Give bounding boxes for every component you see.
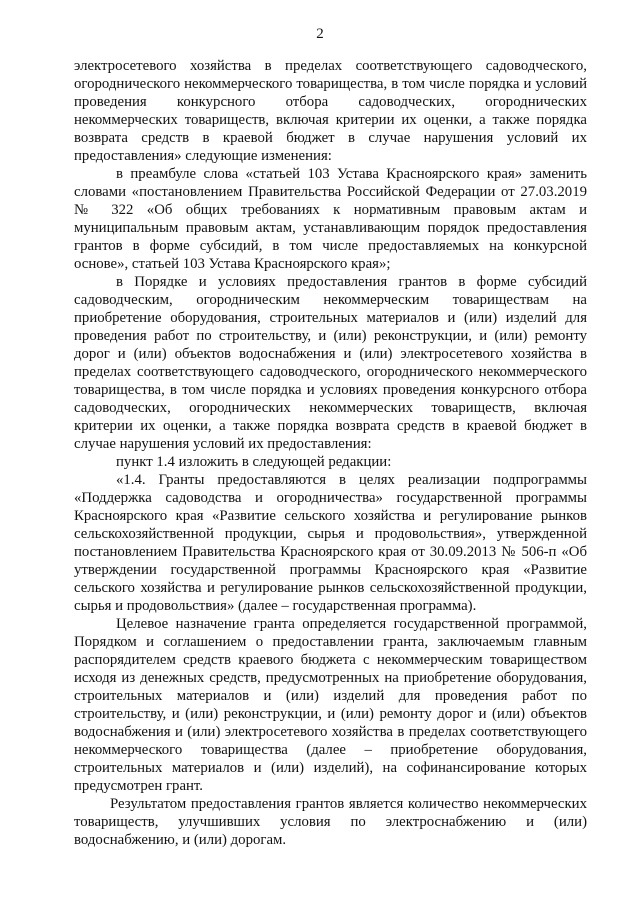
paragraph-preamble-change: в преамбуле слова «статьей 103 Устава Красноярского края» заменить словами «постановлением Правительства Российской Федерации от 27.03.2019 № 322 «Об общих требованиях к нормативным правовым актам и муниципальным правовым актам, устанавливающим порядок предоставления грантов в форме субсидий, в том числе предоставляемых на конкурсной основе», статьей 103 Устава Красноярского края»; xyxy=(74,166,587,272)
paragraph-continuation: электросетевого хозяйства в пределах соответствующего садоводческого, огороднического некоммерческого товарищества, в том числе порядка и условий проведения конкурсного отбора садоводческих, огороднических некоммерческих товариществ, включая критерии их оценки, а также порядка возврата средств в краевой бюджет в случае нарушения условий их предоставления» следующие изменения: xyxy=(74,58,587,164)
paragraph-item-1-4: «1.4. Гранты предоставляются в целях реализации подпрограммы «Поддержка садоводства и огородничества» государственной программы Красноярского края «Развитие сельского хозяйства и регулирование рынков сельскохозяйственной продукции, сырья и продовольствия», утвержденной постановлением Правительства Красноярского края от 30.09.2013 № 506-п «Об утверждении государственной программы Красноярского края «Развитие сельского хозяйства и регулирование рынков сельскохозяйственной продукции, сырья и продовольствия» (далее – государственная программа). xyxy=(74,472,587,614)
paragraph-grant-result: Результатом предоставления грантов является количество некоммерческих товариществ, улучшивших условия по электроснабжению и (или) водоснабжению, и (или) дорогам. xyxy=(74,796,587,848)
document-body xyxy=(74,57,587,849)
paragraph-order-changes: в Порядке и условиях предоставления грантов в форме субсидий садоводческим, огородническим некоммерческим товариществам на приобретение оборудования, строительных материалов и (или) изделий для проведения работ по строительству, и (или) реконструкции, и (или) ремонту дорог и (или) объектов водоснабжения и (или) электросетевого хозяйства в пределах соответствующего садоводческого, огороднического некоммерческого товарищества, в том числе порядка и условиях проведения конкурсного отбора садоводческих, огороднических некоммерческих товариществ, включая критерии их оценки, а также порядка возврата средств в краевой бюджет в случае нарушения условий их предоставления: xyxy=(74,274,587,452)
paragraph-grant-purpose: Целевое назначение гранта определяется государственной программой, Порядком и соглашением о предоставлении гранта, заключаемым главным распорядителем средств краевого бюджета с некоммерческим товариществом исходя из денежных средств, предусмотренных на приобретение оборудования, строительных материалов и (или) изделий для проведения работ по строительству, и (или) реконструкции, и (или) ремонту дорог и (или) объектов водоснабжения и (или) электросетевого хозяйства в пределах соответствующего некоммерческого товарищества (далее – приобретение оборудования, строительных материалов и (или) изделий), на софинансирование которых предусмотрен грант. xyxy=(74,616,587,794)
page-number: 2 xyxy=(316,26,324,42)
paragraph-item-1-4-intro: пункт 1.4 изложить в следующей редакции: xyxy=(116,454,392,470)
